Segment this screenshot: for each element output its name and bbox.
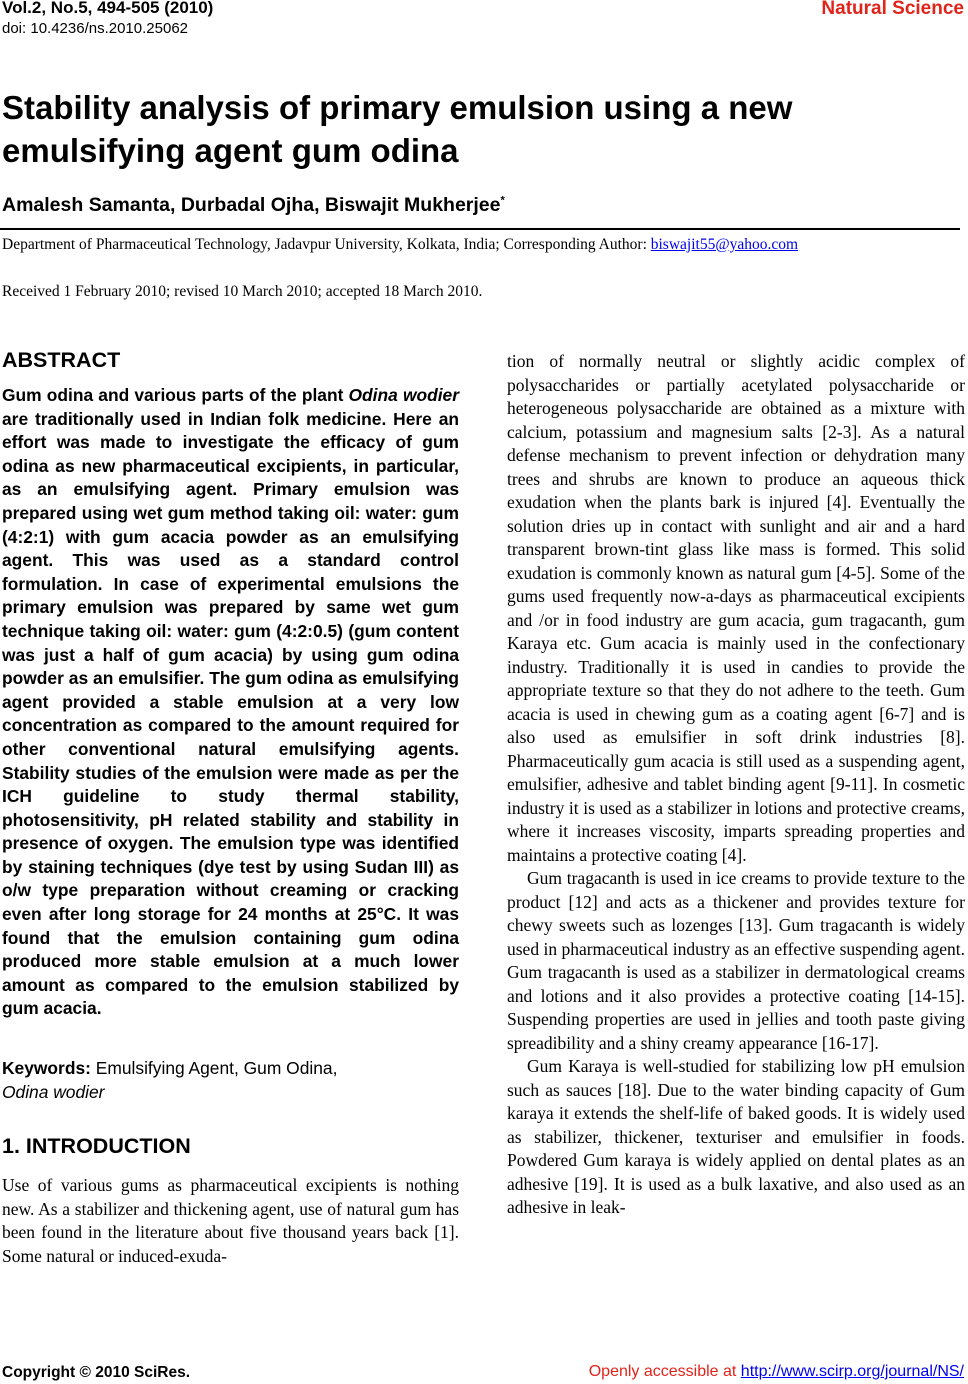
body-paragraph: Gum tragacanth is used in ice creams to provide texture to the product [12] and acts as a thickener and provides texture for chewy sweets such as lozenges [13]. Gum tragacanth is widely used in pharmaceutical industry as an effective suspending agent. Gum tragacanth is used as a stabilizer in dermatological creams and lotions and it also provides a protective coating [14-15]. Suspending properties are used in jellies and tooth paste giving spreadibility and a shiny creamy appearance [16-17].: [507, 868, 965, 1053]
corresponding-author-mark: *: [500, 194, 505, 207]
abstract-text-rest: are traditionally used in Indian folk medicine. Here an effort was made to investigate the efficacy of gum odina as new pharmaceutical excipients, in particular, as an emulsifying agent. Primary emulsion was prepared using wet gum method taking oil: water: gum (4:2:1) with gum acacia powder as an emulsifying agent. This was used as a standard control formulation. In case of experimental emulsions the primary emulsion was prepared by same wet gum technique taking oil: water: gum (4:2:0.5) (gum content was just a half of gum acacia) by using gum odina powder as an emulsifier. The gum odina as emulsifying agent provided a stable emulsion at a very low concentration as compared to the amount required for other conventional natural emulsifying agents. Stability studies of the emulsion were made as per the ICH guideline to study thermal stability, photosensitivity, pH related stability and stability in presence of oxygen. The emulsion type was identified by staining techniques (dye test by using Sudan III) as o/w type preparation without creaming or cracking even after long storage for 24 months at 25°C. It was found that the emulsion containing gum odina produced more stable emulsion at a much lower amount as compared to the emulsion stabilized by gum acacia.: [2, 408, 459, 1019]
body-paragraph: tion of normally neutral or slightly acidic complex of polysaccharides or partially acetylated polysaccharide or heterogeneous polysaccharide are obtained as a mixture with calcium, potassium and magnesium salts [2-3]. As a natural defense mechanism to prevent infection or dehydration many trees and shrubs are known to produce an aqueous thick exudation when the plants bark is injured [4]. Eventually the solution dries up in contact with sunlight and air and a hard transparent brown-tint glass like mass is formed. This solid exudation is commonly known as natural gum [4-5]. Some of the gums used frequently now-a-days as pharmaceutical excipients and /or in food industry are gum acacia, gum tragacanth, gum Karaya etc. Gum acacia is mainly used in the confectionary industry. Traditionally it is used in candies to provide the appropriate texture so that they do not adhere to the teeth. Gum acacia is used in chewing gum as a coating agent [6-7] and is also used as emulsifier in soft drink industries [8]. Pharmaceutically gum acacia is still used as a suspending agent, emulsifier, adhesive and tablet binding agent [9-11]. In cosmetic industry it is used as a stabilizer in lotions and protective creams, where it increases viscosity, imparts spreading properties and maintains a protective coating [4].: [507, 351, 965, 865]
email-link[interactable]: biswajit55@yahoo.com: [650, 236, 799, 253]
volume-info: Vol.2, No.5, 494-505 (2010): [2, 0, 214, 17]
introduction-paragraph: Use of various gums as pharmaceutical excipients is nothing new. As a stabilizer and thickening agent, use of natural gum has been found in the literature about five thousand years back [1]. Some natural or induced-exuda-: [2, 1175, 459, 1266]
abstract-text-start: Gum odina and various parts of the plant: [2, 385, 349, 405]
affiliation: [2, 236, 798, 254]
journal-name: Natural Science: [821, 0, 964, 19]
abstract-text: [2, 384, 459, 1021]
keywords-values: Emulsifying Agent, Gum Odina,: [95, 1058, 338, 1079]
paper-title: Stability analysis of primary emulsion using a new emulsifying agent gum odina: [2, 89, 793, 169]
keywords: [2, 1056, 459, 1104]
left-column: [2, 346, 459, 1268]
open-access-notice: [589, 1363, 964, 1381]
plant-name: Odina wodier: [348, 385, 460, 405]
doi: doi: 10.4236/ns.2010.25062: [2, 20, 188, 37]
journal-url-link[interactable]: http://www.scirp.org/journal/NS/: [740, 1363, 964, 1380]
title-divider: [0, 228, 960, 230]
keywords-label: Keywords:: [2, 1058, 91, 1079]
keywords-italic: Odina wodier: [2, 1082, 105, 1103]
body-paragraph: Gum Karaya is well-studied for stabilizing low pH emulsion such as sauces [18]. Due to the water binding capacity of Gum karaya it extends the shelf-life of baked goods. It is widely used as stabilizer, thickener, texturiser and emulsifier in foods. Powdered Gum karaya is widely applied on dental plates as an adhesive [19]. It is used as a bulk laxative, and also used as an adhesive in leak-: [507, 1056, 965, 1217]
author-names: Amalesh Samanta, Durbadal Ojha, Biswajit Mukherjee: [2, 194, 501, 216]
introduction-heading: 1. INTRODUCTION: [2, 1134, 191, 1159]
copyright: Copyright © 2010 SciRes.: [2, 1364, 191, 1381]
abstract-heading: ABSTRACT: [2, 348, 121, 372]
open-access-label: Openly accessible at: [588, 1363, 741, 1380]
received-dates: Received 1 February 2010; revised 10 March 2010; accepted 18 March 2010.: [2, 283, 483, 300]
affiliation-text: Department of Pharmaceutical Technology, Jadavpur University, Kolkata, India; Corresponding Author:: [2, 236, 651, 253]
authors: [2, 194, 505, 217]
right-column: [507, 350, 965, 1220]
